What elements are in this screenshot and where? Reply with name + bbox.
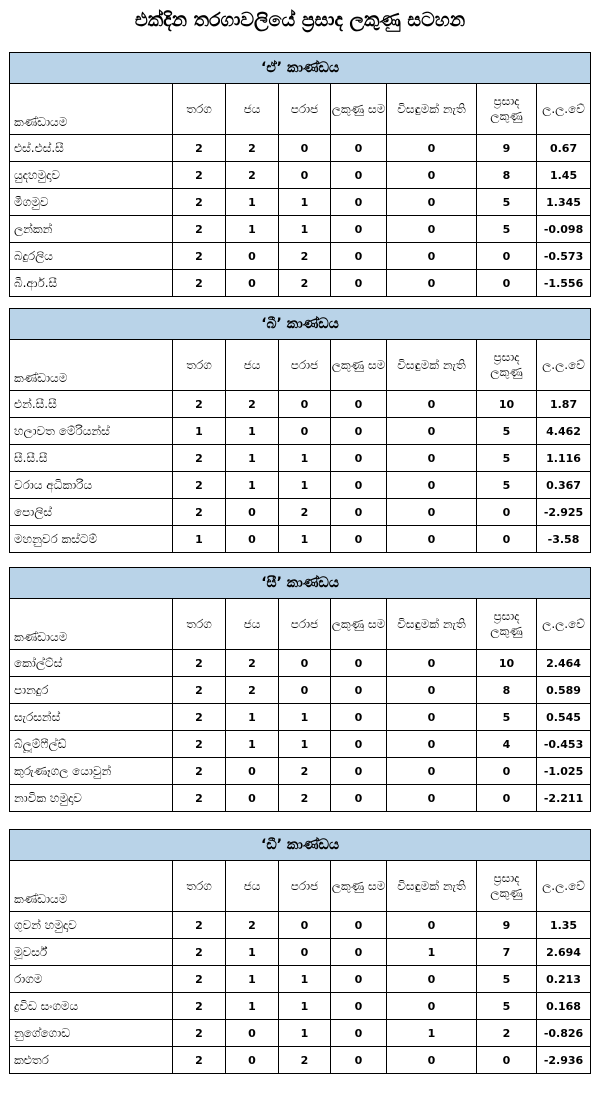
team-name-cell: බදුරලිය [10, 243, 173, 270]
stat-cell-nrr: -0.453 [537, 731, 591, 758]
stat-cell-tied: 0 [331, 216, 387, 243]
team-name-cell: සැරසන්ස් [10, 704, 173, 731]
stat-cell-won: 1 [226, 418, 279, 445]
stat-cell-bonus-points: 0 [477, 526, 537, 553]
stat-cell-tied: 0 [331, 677, 387, 704]
table-row [10, 677, 591, 704]
column-header-bonus-points: ප්‍රසාද ලකුණු [477, 84, 537, 135]
stat-cell-won: 2 [226, 650, 279, 677]
stat-cell-tied: 0 [331, 270, 387, 297]
stat-cell-tied: 0 [331, 472, 387, 499]
stat-cell-tied: 0 [331, 912, 387, 939]
stat-cell-bonus-points: 7 [477, 939, 537, 966]
team-name-cell: සී.සී.සී [10, 445, 173, 472]
stat-cell-bonus-points: 5 [477, 216, 537, 243]
stat-cell-bonus-points: 5 [477, 993, 537, 1020]
stat-cell-tied: 0 [331, 758, 387, 785]
stat-cell-won: 2 [226, 162, 279, 189]
column-header-played: තරග [173, 340, 226, 391]
stat-cell-bonus-points: 5 [477, 704, 537, 731]
stat-cell-bonus-points: 8 [477, 677, 537, 704]
stat-cell-tied: 0 [331, 704, 387, 731]
column-header-won: ජය [226, 340, 279, 391]
team-name-cell: පානදුර [10, 677, 173, 704]
group-table [9, 52, 590, 297]
stat-cell-lost: 0 [279, 135, 331, 162]
stat-cell-nrr: 4.462 [537, 418, 591, 445]
stat-cell-played: 2 [173, 785, 226, 812]
stat-cell-lost: 0 [279, 939, 331, 966]
stat-cell-nrr: 0.67 [537, 135, 591, 162]
stat-cell-tied: 0 [331, 391, 387, 418]
column-header-team: කණ්ඩායම [10, 599, 173, 650]
stat-cell-no-result: 0 [387, 1047, 477, 1074]
stat-cell-tied: 0 [331, 1047, 387, 1074]
stat-cell-won: 1 [226, 472, 279, 499]
stat-cell-bonus-points: 5 [477, 966, 537, 993]
stat-cell-bonus-points: 0 [477, 270, 537, 297]
stat-cell-nrr: -1.025 [537, 758, 591, 785]
group-name: ‘ඩී’ කාණ්ඩය [10, 830, 591, 861]
stat-cell-played: 2 [173, 270, 226, 297]
column-header-no-result: විසඳුමක් නැති [387, 861, 477, 912]
page-title: එක්දින තරගාවලියේ ප්‍රසාද ලකුණු සටහන [134, 9, 466, 31]
column-header-bonus-points: ප්‍රසාද ලකුණු [477, 340, 537, 391]
stat-cell-won: 1 [226, 939, 279, 966]
table-row [10, 418, 591, 445]
stat-cell-no-result: 0 [387, 677, 477, 704]
stat-cell-bonus-points: 5 [477, 445, 537, 472]
team-name-cell: බ්ලූම්ෆීල්ඩ් [10, 731, 173, 758]
stat-cell-nrr: -2.936 [537, 1047, 591, 1074]
stat-cell-lost: 1 [279, 731, 331, 758]
column-header-tied: ලකුණු සම [331, 340, 387, 391]
stat-cell-lost: 1 [279, 1020, 331, 1047]
table-row [10, 1020, 591, 1047]
column-header-tied: ලකුණු සම [331, 861, 387, 912]
stat-cell-played: 2 [173, 499, 226, 526]
stat-cell-won: 1 [226, 731, 279, 758]
stat-cell-bonus-points: 9 [477, 912, 537, 939]
stat-cell-lost: 1 [279, 993, 331, 1020]
table-row [10, 526, 591, 553]
team-name-cell: කළුතර [10, 1047, 173, 1074]
stat-cell-won: 0 [226, 499, 279, 526]
column-header-played: තරග [173, 861, 226, 912]
stat-cell-nrr: 1.345 [537, 189, 591, 216]
stat-cell-won: 0 [226, 758, 279, 785]
stat-cell-nrr: 2.464 [537, 650, 591, 677]
stat-cell-no-result: 0 [387, 216, 477, 243]
column-header-lost: පරාජ [279, 861, 331, 912]
stat-cell-no-result: 0 [387, 731, 477, 758]
group-name: ‘බී’ කාණ්ඩය [10, 309, 591, 340]
stat-cell-tied: 0 [331, 966, 387, 993]
stat-cell-tied: 0 [331, 418, 387, 445]
stat-cell-no-result: 0 [387, 189, 477, 216]
team-name-cell: නාවික හමුදාව [10, 785, 173, 812]
team-name-cell: කුරුණෑගල යොවුන් [10, 758, 173, 785]
stat-cell-played: 2 [173, 472, 226, 499]
stat-cell-played: 2 [173, 135, 226, 162]
stat-cell-won: 1 [226, 445, 279, 472]
stat-cell-won: 0 [226, 526, 279, 553]
stat-cell-tied: 0 [331, 135, 387, 162]
stat-cell-nrr: -1.556 [537, 270, 591, 297]
team-name-cell: එස්.එස්.සී [10, 135, 173, 162]
stat-cell-played: 1 [173, 526, 226, 553]
stat-cell-no-result: 0 [387, 162, 477, 189]
column-header-nrr: ල.ල.වේ [537, 599, 591, 650]
stat-cell-nrr: -0.573 [537, 243, 591, 270]
table-row [10, 758, 591, 785]
column-header-row [10, 599, 591, 650]
stat-cell-no-result: 0 [387, 785, 477, 812]
stat-cell-bonus-points: 0 [477, 785, 537, 812]
stat-cell-no-result: 1 [387, 1020, 477, 1047]
column-header-nrr: ල.ල.වේ [537, 84, 591, 135]
stat-cell-tied: 0 [331, 731, 387, 758]
standings-table [9, 829, 591, 1074]
stat-cell-played: 2 [173, 677, 226, 704]
stat-cell-tied: 0 [331, 526, 387, 553]
table-row [10, 704, 591, 731]
table-row [10, 270, 591, 297]
stat-cell-played: 2 [173, 704, 226, 731]
stat-cell-tied: 0 [331, 499, 387, 526]
stat-cell-no-result: 0 [387, 472, 477, 499]
stat-cell-no-result: 0 [387, 966, 477, 993]
stat-cell-won: 2 [226, 391, 279, 418]
stat-cell-bonus-points: 8 [477, 162, 537, 189]
table-row [10, 912, 591, 939]
team-name-cell: මහනුවර කස්ටම් [10, 526, 173, 553]
stat-cell-no-result: 0 [387, 243, 477, 270]
column-header-row [10, 340, 591, 391]
stat-cell-bonus-points: 0 [477, 499, 537, 526]
team-name-cell: මූවර්ස් [10, 939, 173, 966]
stat-cell-no-result: 0 [387, 650, 477, 677]
stat-cell-nrr: 0.168 [537, 993, 591, 1020]
stat-cell-lost: 2 [279, 499, 331, 526]
stat-cell-bonus-points: 2 [477, 1020, 537, 1047]
stat-cell-played: 2 [173, 912, 226, 939]
stat-cell-tied: 0 [331, 445, 387, 472]
standings-table [9, 52, 591, 297]
column-header-no-result: විසඳුමක් නැති [387, 599, 477, 650]
group-header-row [10, 309, 591, 340]
team-name-cell: පොලිස් [10, 499, 173, 526]
stat-cell-nrr: 0.367 [537, 472, 591, 499]
table-row [10, 650, 591, 677]
stat-cell-lost: 0 [279, 912, 331, 939]
stat-cell-lost: 1 [279, 704, 331, 731]
table-row [10, 731, 591, 758]
stat-cell-bonus-points: 10 [477, 391, 537, 418]
stat-cell-lost: 2 [279, 270, 331, 297]
stat-cell-won: 0 [226, 1020, 279, 1047]
column-header-team: කණ්ඩායම [10, 84, 173, 135]
stat-cell-tied: 0 [331, 189, 387, 216]
stat-cell-played: 2 [173, 650, 226, 677]
stat-cell-won: 0 [226, 243, 279, 270]
stat-cell-lost: 2 [279, 1047, 331, 1074]
column-header-team: කණ්ඩායම [10, 340, 173, 391]
team-name-cell: යුදහමුදාව [10, 162, 173, 189]
stat-cell-no-result: 0 [387, 993, 477, 1020]
group-header-row [10, 53, 591, 84]
stat-cell-played: 1 [173, 418, 226, 445]
stat-cell-played: 2 [173, 993, 226, 1020]
stat-cell-won: 1 [226, 966, 279, 993]
group-header-row [10, 568, 591, 599]
team-name-cell: හලාවත මේරියන්ස් [10, 418, 173, 445]
group-table [9, 829, 590, 1074]
team-name-cell: රාගම [10, 966, 173, 993]
stat-cell-tied: 0 [331, 162, 387, 189]
stat-cell-tied: 0 [331, 243, 387, 270]
column-header-no-result: විසඳුමක් නැති [387, 84, 477, 135]
stat-cell-won: 1 [226, 993, 279, 1020]
column-header-lost: පරාජ [279, 84, 331, 135]
stat-cell-tied: 0 [331, 993, 387, 1020]
stat-cell-played: 2 [173, 966, 226, 993]
table-row [10, 966, 591, 993]
group-table [9, 308, 590, 553]
stat-cell-bonus-points: 0 [477, 1047, 537, 1074]
column-header-row [10, 861, 591, 912]
stat-cell-no-result: 0 [387, 526, 477, 553]
stat-cell-played: 2 [173, 1020, 226, 1047]
stat-cell-played: 2 [173, 391, 226, 418]
stat-cell-won: 2 [226, 677, 279, 704]
team-name-cell: වරාය අධිකාරිය [10, 472, 173, 499]
stat-cell-lost: 1 [279, 472, 331, 499]
column-header-bonus-points: ප්‍රසාද ලකුණු [477, 861, 537, 912]
stat-cell-played: 2 [173, 1047, 226, 1074]
stat-cell-lost: 2 [279, 758, 331, 785]
stat-cell-bonus-points: 10 [477, 650, 537, 677]
stat-cell-lost: 1 [279, 526, 331, 553]
table-row [10, 499, 591, 526]
stat-cell-nrr: 0.589 [537, 677, 591, 704]
stat-cell-lost: 0 [279, 162, 331, 189]
table-row [10, 445, 591, 472]
column-header-lost: පරාජ [279, 340, 331, 391]
stat-cell-no-result: 0 [387, 135, 477, 162]
table-row [10, 391, 591, 418]
stat-cell-won: 1 [226, 704, 279, 731]
stat-cell-bonus-points: 5 [477, 418, 537, 445]
column-header-bonus-points: ප්‍රසාද ලකුණු [477, 599, 537, 650]
column-header-played: තරග [173, 599, 226, 650]
table-row [10, 785, 591, 812]
column-header-won: ජය [226, 861, 279, 912]
stat-cell-played: 2 [173, 189, 226, 216]
stat-cell-lost: 0 [279, 650, 331, 677]
stat-cell-won: 0 [226, 785, 279, 812]
column-header-nrr: ල.ල.වේ [537, 340, 591, 391]
table-row [10, 243, 591, 270]
stat-cell-bonus-points: 5 [477, 472, 537, 499]
team-name-cell: මීගමුව [10, 189, 173, 216]
stat-cell-lost: 1 [279, 966, 331, 993]
stat-cell-bonus-points: 5 [477, 189, 537, 216]
column-header-nrr: ල.ල.වේ [537, 861, 591, 912]
column-header-tied: ලකුණු සම [331, 84, 387, 135]
table-row [10, 135, 591, 162]
stat-cell-lost: 1 [279, 216, 331, 243]
stat-cell-no-result: 0 [387, 391, 477, 418]
table-row [10, 216, 591, 243]
stat-cell-no-result: 0 [387, 758, 477, 785]
column-header-row [10, 84, 591, 135]
team-name-cell: ද්‍රවිඩ සංගමය [10, 993, 173, 1020]
stat-cell-bonus-points: 0 [477, 758, 537, 785]
column-header-tied: ලකුණු සම [331, 599, 387, 650]
stat-cell-tied: 0 [331, 650, 387, 677]
team-name-cell: කෝල්ට්ස් [10, 650, 173, 677]
stat-cell-nrr: -3.58 [537, 526, 591, 553]
stat-cell-tied: 0 [331, 939, 387, 966]
stat-cell-lost: 0 [279, 677, 331, 704]
stat-cell-bonus-points: 4 [477, 731, 537, 758]
team-name-cell: ලන්කන් [10, 216, 173, 243]
column-header-won: ජය [226, 84, 279, 135]
standings-table [9, 567, 591, 812]
column-header-lost: පරාජ [279, 599, 331, 650]
table-row [10, 939, 591, 966]
stat-cell-nrr: 0.545 [537, 704, 591, 731]
stat-cell-played: 2 [173, 939, 226, 966]
stat-cell-no-result: 0 [387, 704, 477, 731]
stat-cell-bonus-points: 0 [477, 243, 537, 270]
stat-cell-no-result: 0 [387, 912, 477, 939]
stat-cell-won: 0 [226, 270, 279, 297]
table-row [10, 993, 591, 1020]
stat-cell-nrr: -2.925 [537, 499, 591, 526]
stat-cell-lost: 1 [279, 189, 331, 216]
stat-cell-lost: 1 [279, 445, 331, 472]
team-name-cell: නුගේගොඩ [10, 1020, 173, 1047]
stat-cell-no-result: 0 [387, 418, 477, 445]
stat-cell-nrr: 0.213 [537, 966, 591, 993]
team-name-cell: බී.ආර්.සී [10, 270, 173, 297]
stat-cell-nrr: -2.211 [537, 785, 591, 812]
stat-cell-played: 2 [173, 445, 226, 472]
stat-cell-won: 1 [226, 189, 279, 216]
stat-cell-lost: 0 [279, 418, 331, 445]
stat-cell-won: 0 [226, 1047, 279, 1074]
stat-cell-nrr: 2.694 [537, 939, 591, 966]
stat-cell-played: 2 [173, 758, 226, 785]
team-name-cell: ගුවන් හමුදාව [10, 912, 173, 939]
stat-cell-nrr: 1.87 [537, 391, 591, 418]
group-name: ‘ඒ’ කාණ්ඩය [10, 53, 591, 84]
group-table [9, 567, 590, 812]
column-header-team: කණ්ඩායම [10, 861, 173, 912]
stat-cell-nrr: -0.098 [537, 216, 591, 243]
column-header-no-result: විසඳුමක් නැති [387, 340, 477, 391]
group-header-row [10, 830, 591, 861]
stat-cell-tied: 0 [331, 1020, 387, 1047]
table-row [10, 472, 591, 499]
team-name-cell: එන්.සී.සී [10, 391, 173, 418]
stat-cell-lost: 2 [279, 785, 331, 812]
stat-cell-lost: 2 [279, 243, 331, 270]
table-row [10, 162, 591, 189]
stat-cell-nrr: 1.45 [537, 162, 591, 189]
stat-cell-nrr: 1.35 [537, 912, 591, 939]
column-header-played: තරග [173, 84, 226, 135]
table-row [10, 189, 591, 216]
stat-cell-no-result: 0 [387, 445, 477, 472]
stat-cell-played: 2 [173, 243, 226, 270]
stat-cell-tied: 0 [331, 785, 387, 812]
standings-table [9, 308, 591, 553]
stat-cell-bonus-points: 9 [477, 135, 537, 162]
stat-cell-played: 2 [173, 162, 226, 189]
table-row [10, 1047, 591, 1074]
stat-cell-no-result: 1 [387, 939, 477, 966]
stat-cell-won: 2 [226, 135, 279, 162]
stat-cell-no-result: 0 [387, 270, 477, 297]
stat-cell-played: 2 [173, 731, 226, 758]
stat-cell-no-result: 0 [387, 499, 477, 526]
stat-cell-nrr: 1.116 [537, 445, 591, 472]
column-header-won: ජය [226, 599, 279, 650]
stat-cell-played: 2 [173, 216, 226, 243]
stat-cell-lost: 0 [279, 391, 331, 418]
group-name: ‘සී’ කාණ්ඩය [10, 568, 591, 599]
stat-cell-won: 2 [226, 912, 279, 939]
stat-cell-won: 1 [226, 216, 279, 243]
stat-cell-nrr: -0.826 [537, 1020, 591, 1047]
